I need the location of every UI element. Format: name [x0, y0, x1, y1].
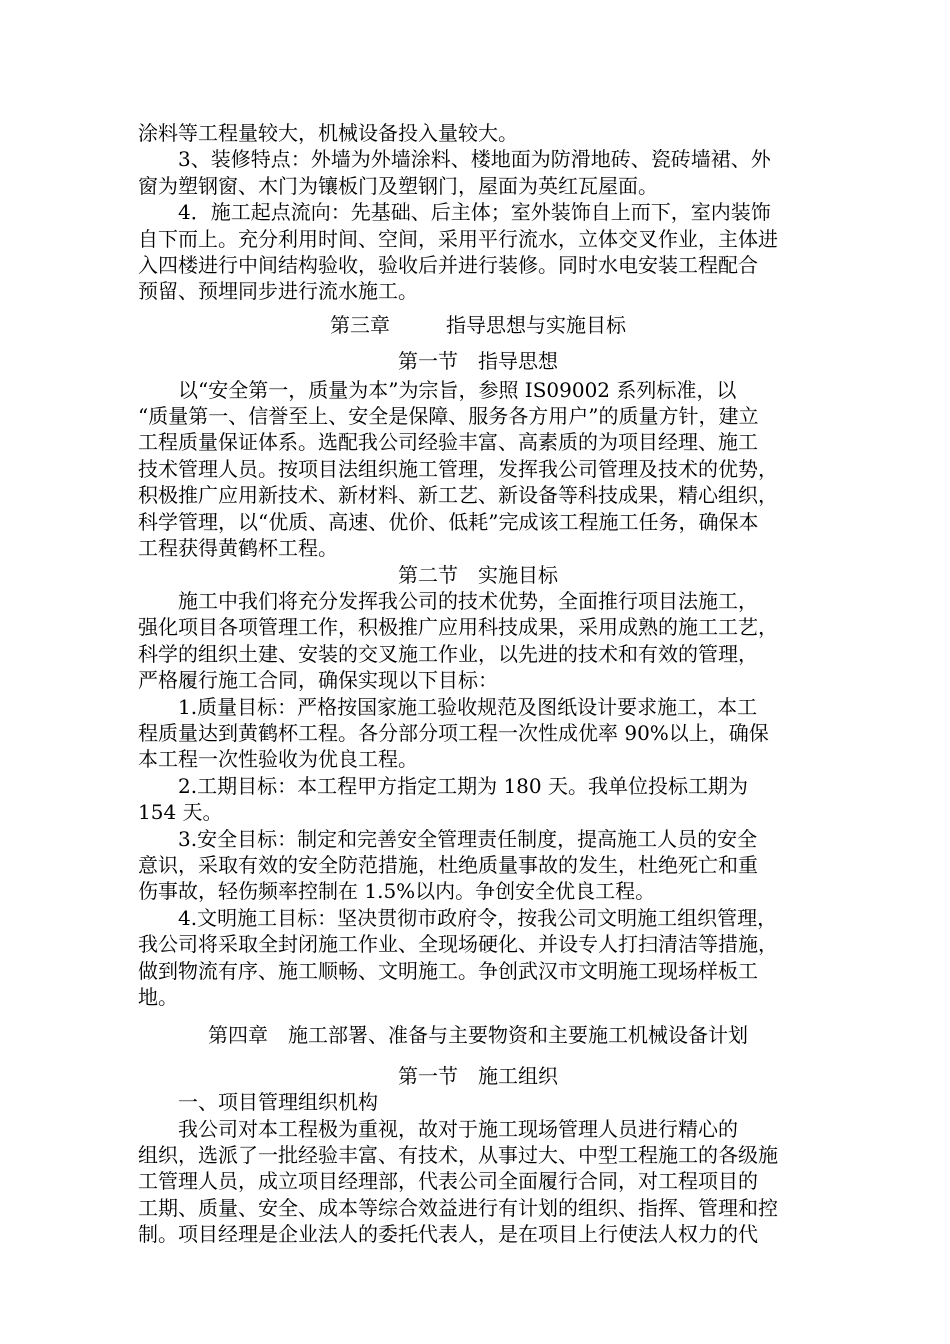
paragraph-line: 以“安全第一，质量为本”为宗旨，参照 IS09002 系列标准，以 [178, 377, 737, 402]
paragraph-line: 我公司对本工程极为重视，故对于施工现场管理人员进行精心的 [178, 1116, 738, 1141]
paragraph-line: 严格履行施工合同，确保实现以下目标： [138, 668, 498, 693]
chapter-heading [138, 312, 818, 338]
section-number: 第二节 [398, 562, 458, 587]
section-number: 第一节 [398, 1063, 458, 1088]
paragraph-line: 4．施工起点流向：先基础、后主体；室外装饰自上而下，室内装饰 [178, 200, 771, 225]
paragraph-line: 1.质量目标：严格按国家施工验收规范及图纸设计要求施工，本工 [178, 694, 758, 719]
paragraph-line: 窗为塑钢窗、木门为镶板门及塑钢门，屋面为英红瓦屋面。 [138, 173, 658, 198]
paragraph-line: 制。项目经理是企业法人的委托代表人，是在项目上行使法人权力的代 [138, 1222, 758, 1247]
paragraph-line: 施工中我们将充分发挥我公司的技术优势，全面推行项目法施工， [178, 588, 758, 613]
paragraph-line: 预留、预埋同步进行流水施工。 [138, 279, 418, 304]
paragraph-line: 本工程一次性验收为优良工程。 [138, 747, 418, 772]
paragraph-line: 4.文明施工目标：坚决贯彻市政府令，按我公司文明施工组织管理， [178, 905, 778, 930]
paragraph-line: 科学的组织土建、安装的交叉施工作业，以先进的技术和有效的管理， [138, 641, 758, 666]
paragraph-line: 程质量达到黄鹤杯工程。各分部分项工程一次性成优率 90%以上，确保 [138, 720, 769, 745]
paragraph-line: 组织，选派了一批经验丰富、有技术，从事过大、中型工程施工的各级施 [138, 1143, 778, 1168]
paragraph-line: 工程质量保证体系。选配我公司经验丰富、高素质的为项目经理、施工 [138, 430, 758, 455]
chapter-title: 指导思想与实施目标 [446, 312, 626, 337]
paragraph-line: 3.安全目标：制定和完善安全管理责任制度，提高施工人员的安全 [178, 826, 758, 851]
paragraph-line: 强化项目各项管理工作，积极推广应用科技成果，采用成熟的施工工艺， [138, 615, 778, 640]
paragraph-line: 自下而上。充分利用时间、空间，采用平行流水，立体交叉作业，主体进 [138, 226, 778, 251]
section-number: 第一节 [398, 349, 458, 374]
section-heading [138, 348, 818, 374]
paragraph-line: “质量第一、信誉至上、安全是保障、服务各方用户”的质量方针，建立 [138, 404, 759, 429]
section-heading [138, 562, 818, 588]
chapter-heading [138, 1022, 818, 1048]
paragraph-line: 涂料等工程量较大，机械设备投入量较大。 [138, 121, 518, 145]
section-title: 施工组织 [478, 1063, 558, 1088]
section-heading [138, 1063, 818, 1089]
paragraph-line: 工管理人员，成立项目经理部，代表公司全面履行合同，对工程项目的 [138, 1169, 758, 1194]
paragraph-line: 3、装修特点：外墙为外墙涂料、楼地面为防滑地砖、瓷砖墙裙、外 [178, 147, 771, 172]
chapter-title: 施工部署、准备与主要物资和主要施工机械设备计划 [288, 1023, 748, 1048]
paragraph-line: 做到物流有序、施工顺畅、文明施工。争创武汉市文明施工现场样板工 [138, 958, 758, 983]
paragraph-line: 积极推广应用新技术、新材料、新工艺、新设备等科技成果，精心组织， [138, 483, 778, 508]
paragraph-line: 地。 [138, 985, 178, 1009]
chapter-number: 第四章 [208, 1023, 268, 1048]
paragraph-line: 意识，采取有效的安全防范措施，杜绝质量事故的发生，杜绝死亡和重 [138, 852, 758, 877]
paragraph-line: 伤事故，轻伤频率控制在 1.5%以内。争创安全优良工程。 [138, 879, 656, 904]
section-title: 指导思想 [478, 349, 558, 374]
subheading: 一、项目管理组织机构 [178, 1090, 378, 1115]
paragraph-line: 2.工期目标：本工程甲方指定工期为 180 天。我单位投标工期为 [178, 773, 748, 798]
chapter-number: 第三章 [330, 312, 390, 337]
paragraph-line: 我公司将采取全封闭施工作业、全现场硬化、并设专人打扫清洁等措施， [138, 932, 778, 957]
paragraph-line: 工程获得黄鹤杯工程。 [138, 536, 338, 561]
document-body [138, 120, 818, 1248]
paragraph-line: 技术管理人员。按项目法组织施工管理，发挥我公司管理及技术的优势， [138, 456, 778, 481]
paragraph-line: 154 天。 [138, 800, 223, 825]
paragraph-line: 工期、质量、安全、成本等综合效益进行有计划的组织、指挥、管理和控 [138, 1195, 778, 1220]
paragraph-line: 入四楼进行中间结构验收，验收后并进行装修。同时水电安装工程配合 [138, 253, 758, 278]
paragraph-line: 科学管理，以“优质、高速、优价、低耗”完成该工程施工任务，确保本 [138, 509, 759, 534]
section-title: 实施目标 [478, 562, 558, 587]
